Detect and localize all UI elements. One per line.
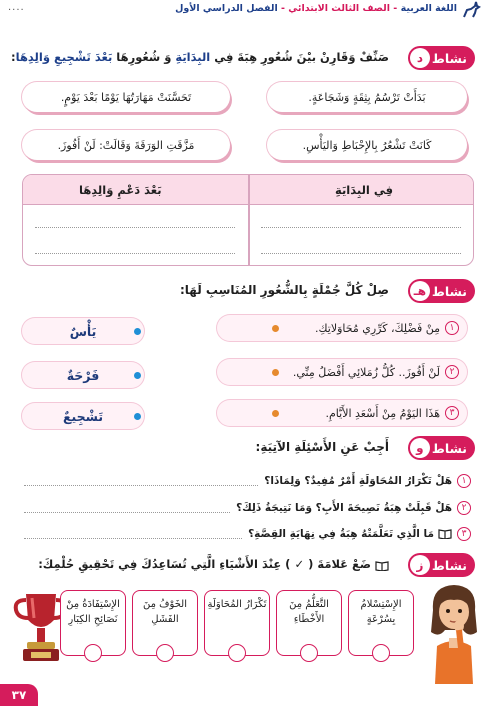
checkbox[interactable]: [156, 644, 174, 662]
checklist-option[interactable]: [348, 590, 414, 656]
badge-label: نشاط: [431, 50, 467, 66]
answer-line[interactable]: [35, 253, 235, 254]
answer-line[interactable]: [35, 227, 235, 228]
instruction-part: صَنِّفْ وَقَارِنْ بيْنَ شُعُورِ هِبَةَ فِي: [210, 50, 389, 64]
feeling-option: يَأْسٌ: [22, 318, 144, 344]
gazelle-logo-icon: [461, 1, 481, 19]
number-badge: ٢: [457, 501, 471, 515]
book-icon: [438, 529, 452, 539]
activity-d-badge: [408, 46, 475, 70]
table-header-start: فِي البِدَايَةِ: [335, 183, 393, 197]
badge-label: نشاط: [431, 440, 467, 456]
question-text: هَلْ قَبِلَتْ هِبَةُ نَصِيحَةَ الأَبِ؟ وَمَا نَتِيجَةُ ذَلِكَ؟: [236, 502, 452, 514]
feeling-option: تَشْجِيعٌ: [22, 403, 144, 429]
instruction-part: وَ شُعُورِهَا: [112, 50, 176, 64]
question-row: [18, 472, 471, 490]
header-term: الفصل الدراسي الأول: [175, 3, 278, 14]
match-dot-feeling[interactable]: [134, 413, 141, 420]
classify-card[interactable]: تَحَسَّنَتْ مَهَارَتُهَا يَوْمًا بَعْدَ يَوْمٍ.: [22, 82, 230, 112]
answer-line[interactable]: [24, 503, 230, 513]
badge-letter: د: [410, 48, 430, 68]
sentence-text: هَذَا اليَوْمُ مِنْ أَسْعَدِ الأَيَّامِ.: [325, 406, 440, 420]
checkbox[interactable]: [300, 644, 318, 662]
answer-line[interactable]: [24, 476, 258, 486]
checkbox[interactable]: [228, 644, 246, 662]
header-title: [175, 3, 457, 14]
activity-h-instruction: صِلْ كُلَّ جُمْلَةٍ بِالشُّعُورِ المُنَاسِبِ لَهَا:: [180, 283, 389, 297]
compare-table: [22, 174, 474, 266]
question-row: [18, 499, 471, 517]
option-text: التَّعَلُّمُ مِنَ الأَخْطَاءِ: [289, 599, 329, 625]
page-number: ٣٧: [0, 684, 38, 706]
feeling-option: فَرْحَةٌ: [22, 362, 144, 388]
checklist-option[interactable]: [60, 590, 126, 656]
badge-label: نشاط: [431, 283, 467, 299]
activity-h-badge: [408, 279, 475, 303]
match-dot-feeling[interactable]: [134, 328, 141, 335]
number-badge: ٣: [457, 527, 471, 541]
header-dots: ....: [8, 2, 25, 13]
match-dot-feeling[interactable]: [134, 372, 141, 379]
answer-line[interactable]: [261, 227, 461, 228]
option-text: الإِسْتِسْلامُ بِسُرْعَةٍ: [360, 599, 402, 625]
number-badge: ٢: [445, 365, 459, 379]
header-grade: - الصف الثالث الابتدائي -: [281, 3, 398, 14]
match-dot-sentence[interactable]: [272, 410, 279, 417]
checklist-option[interactable]: [204, 590, 270, 656]
sentence-text: لَنْ أَفُوزَ.. كُلُّ زُمَلائِي أَفْضَلُ مِنِّي.: [292, 365, 440, 379]
page-header: [0, 0, 489, 22]
checklist-option[interactable]: [276, 590, 342, 656]
activity-d-instruction: [11, 50, 389, 64]
instruction-highlight: البِدَايَةِ: [175, 50, 211, 64]
sentence-text: مِنْ فَضْلِكَ، كَرِّرِي مُحَاوَلاتِكِ.: [314, 321, 440, 335]
question-row: [18, 525, 471, 543]
badge-label: نشاط: [431, 557, 467, 573]
book-icon: [375, 561, 389, 571]
match-sentence: [217, 315, 467, 341]
instruction-part: :: [11, 50, 16, 64]
header-subject: اللغة العربية: [400, 3, 457, 14]
answer-line[interactable]: [24, 529, 242, 539]
table-header-after: بَعْدَ دَعْمِ وَالِدِهَا: [79, 183, 162, 197]
question-text: هَلْ تَكْرَارُ المُحَاوَلَةِ أَمْرٌ مُفِيدٌ؟ وَلِمَاذَا؟: [264, 475, 452, 487]
match-sentence: [217, 400, 467, 426]
checklist-option[interactable]: [132, 590, 198, 656]
activity-z-badge: [408, 553, 475, 577]
answer-line[interactable]: [261, 253, 461, 254]
badge-letter: هـ: [410, 281, 430, 301]
classify-card[interactable]: مَزَّقَتِ الوَرَقَةَ وَقَالَتْ: لَنْ أَفُوزَ.: [22, 130, 230, 160]
option-text: الإِسْتِفَادَةُ مِنْ نَصَائِحِ الكِبَارِ: [66, 599, 120, 625]
match-dot-sentence[interactable]: [272, 325, 279, 332]
classify-card[interactable]: بَدَأَتْ تَرْسُمُ بِثِقَةٍ وَشَجَاعَةٍ.: [267, 82, 467, 112]
option-text: تَكْرَارُ المُحَاوَلَةِ: [207, 599, 267, 610]
activity-w-badge: [408, 436, 475, 460]
badge-letter: و: [410, 438, 430, 458]
activity-z-instruction: ضَعْ عَلامَةَ ( ✓ ) عِنْدَ الأَشْيَاءِ الَّتِي تُسَاعِدُكَ فِي تَحْقِيقِ حُلْمِكَ:: [38, 557, 371, 571]
checkbox[interactable]: [84, 644, 102, 662]
activity-w-instruction: أَجِبْ عَنِ الأَسْئِلَةِ الآتِيَةِ:: [255, 440, 389, 454]
table-divider: [248, 175, 250, 265]
number-badge: ١: [445, 321, 459, 335]
option-text: الخَوْفُ مِنَ الفَشَلِ: [143, 599, 187, 625]
match-dot-sentence[interactable]: [272, 369, 279, 376]
girl-thinking-illustration: [423, 580, 485, 684]
instruction-highlight: بَعْدَ تَشْجِيعِ وَالِدِهَا: [15, 50, 113, 64]
match-sentence: [217, 359, 467, 385]
number-badge: ٣: [445, 406, 459, 420]
badge-letter: ز: [410, 555, 430, 575]
question-text: مَا الَّذِي تَعَلَّمَتْهُ هِبَةُ فِي نِهَايَةِ القِصَّةِ؟: [248, 528, 434, 540]
classify-card[interactable]: كَانَتْ تَشْعُرُ بِالإِحْبَاطِ وَاليَأْسِ.: [267, 130, 467, 160]
checkbox[interactable]: [372, 644, 390, 662]
number-badge: ١: [457, 474, 471, 488]
